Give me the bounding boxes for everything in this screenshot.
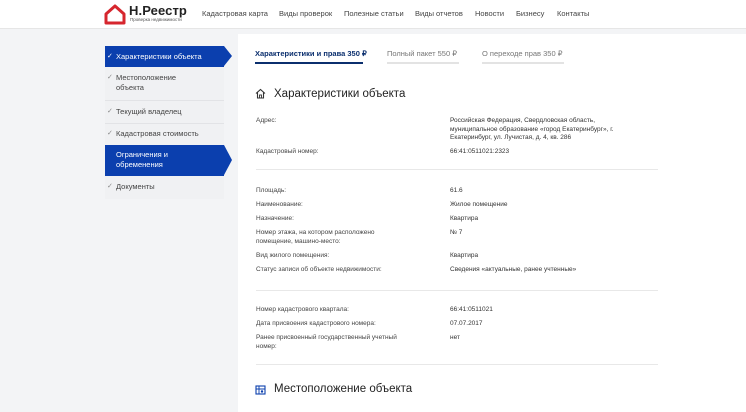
- field-label: Кадастровый номер:: [256, 148, 319, 155]
- field-value-cadastral-number: 66:41:0511021:2323: [450, 148, 510, 155]
- field-label: Дата присвоения кадастрового номера:: [256, 320, 376, 327]
- field-label: Ранее присвоенный государственный учетный номер:: [256, 334, 397, 350]
- section-title: Местоположение объекта: [274, 383, 413, 395]
- sidebar-item-location[interactable]: [105, 71, 224, 97]
- tab-rights-transfer[interactable]: О переходе прав 350 ₽: [482, 49, 563, 58]
- field-value-record-status: Сведения «актуальные, ранее учтенные»: [450, 266, 577, 273]
- field-label: Наименование:: [256, 201, 303, 208]
- field-value-dwelling-type: Квартира: [450, 252, 479, 259]
- field-value-purpose: Квартира: [450, 215, 479, 222]
- logo-subtitle: Проверка недвижимости: [130, 17, 182, 22]
- tab-underline: [387, 62, 459, 64]
- divider: [256, 290, 658, 291]
- nav-check-types[interactable]: Виды проверок: [279, 9, 333, 18]
- nav-cadastral-map[interactable]: Кадастровая карта: [202, 9, 268, 18]
- logo-title[interactable]: Н.Реестр: [129, 3, 187, 18]
- check-icon: ✓: [107, 108, 113, 115]
- check-icon: ✓: [107, 130, 113, 137]
- tab-full-package[interactable]: Полный пакет 550 ₽: [387, 49, 457, 58]
- field-label: Назначение:: [256, 215, 294, 222]
- sidebar-divider: [105, 100, 224, 101]
- sidebar-item-cadastral-value[interactable]: [105, 126, 224, 144]
- tab-underline: [482, 62, 564, 64]
- sidebar-item-label: Документы: [116, 182, 155, 191]
- sidebar-item-label: Ограничения и обременения: [116, 150, 168, 169]
- sidebar-item-owner[interactable]: [105, 104, 224, 122]
- field-label: Номер кадастрового квартала:: [256, 306, 349, 313]
- nav-news[interactable]: Новости: [475, 9, 505, 18]
- field-value-address: Российская Федерация, Свердловская область, муниципальное образование «город Екатеринбург», г. Екатеринбург, ул. Лучистая, д. 4, кв. 286: [450, 117, 614, 142]
- sidebar-item-label: Кадастровая стоимость: [116, 129, 199, 138]
- sidebar-item-restrictions[interactable]: [105, 145, 224, 176]
- field-label: Статус записи об объекте недвижимости:: [256, 266, 382, 273]
- field-label: Площадь:: [256, 187, 287, 194]
- home-icon: [255, 88, 266, 99]
- sidebar-item-label: Текущий владелец: [116, 107, 182, 116]
- nav-contacts[interactable]: Контакты: [557, 9, 590, 18]
- tab-characteristics-rights[interactable]: Характеристики и права 350 ₽: [255, 49, 367, 58]
- sidebar: [105, 46, 224, 199]
- field-label: Адрес:: [256, 117, 277, 124]
- map-pin-icon: [255, 384, 266, 395]
- field-value-area: 61.6: [450, 187, 463, 194]
- field-label: Номер этажа, на котором расположено помещение, машино-место:: [256, 229, 375, 245]
- divider: [256, 169, 658, 170]
- field-value-floor: № 7: [450, 229, 463, 236]
- divider: [256, 364, 658, 365]
- field-value-name: Жилое помещение: [450, 201, 508, 208]
- field-value-cadastral-quarter: 66:41:0511021: [450, 306, 493, 313]
- check-icon: ✓: [107, 74, 113, 81]
- house-logo-icon[interactable]: [104, 3, 126, 25]
- field-value-assignment-date: 07.07.2017: [450, 320, 483, 327]
- nav-business[interactable]: Бизнесу: [516, 9, 545, 18]
- site-header: [0, 0, 746, 29]
- field-label: Вид жилого помещения:: [256, 252, 330, 259]
- sidebar-item-label: Местоположение объекта: [116, 73, 177, 92]
- sidebar-divider: [105, 123, 224, 124]
- field-value-previous-number: нет: [450, 334, 460, 341]
- check-icon: ✓: [107, 53, 113, 60]
- sidebar-item-documents[interactable]: [105, 179, 224, 197]
- check-icon: ✓: [107, 183, 113, 190]
- sidebar-item-characteristics[interactable]: [105, 46, 224, 67]
- nav-report-types[interactable]: Виды отчетов: [415, 9, 463, 18]
- section-title: Характеристики объекта: [274, 88, 406, 100]
- tab-active-underline: [255, 62, 363, 64]
- report-panel: [238, 34, 746, 412]
- nav-useful-articles[interactable]: Полезные статьи: [344, 9, 404, 18]
- sidebar-item-label: Характеристики объекта: [116, 52, 202, 61]
